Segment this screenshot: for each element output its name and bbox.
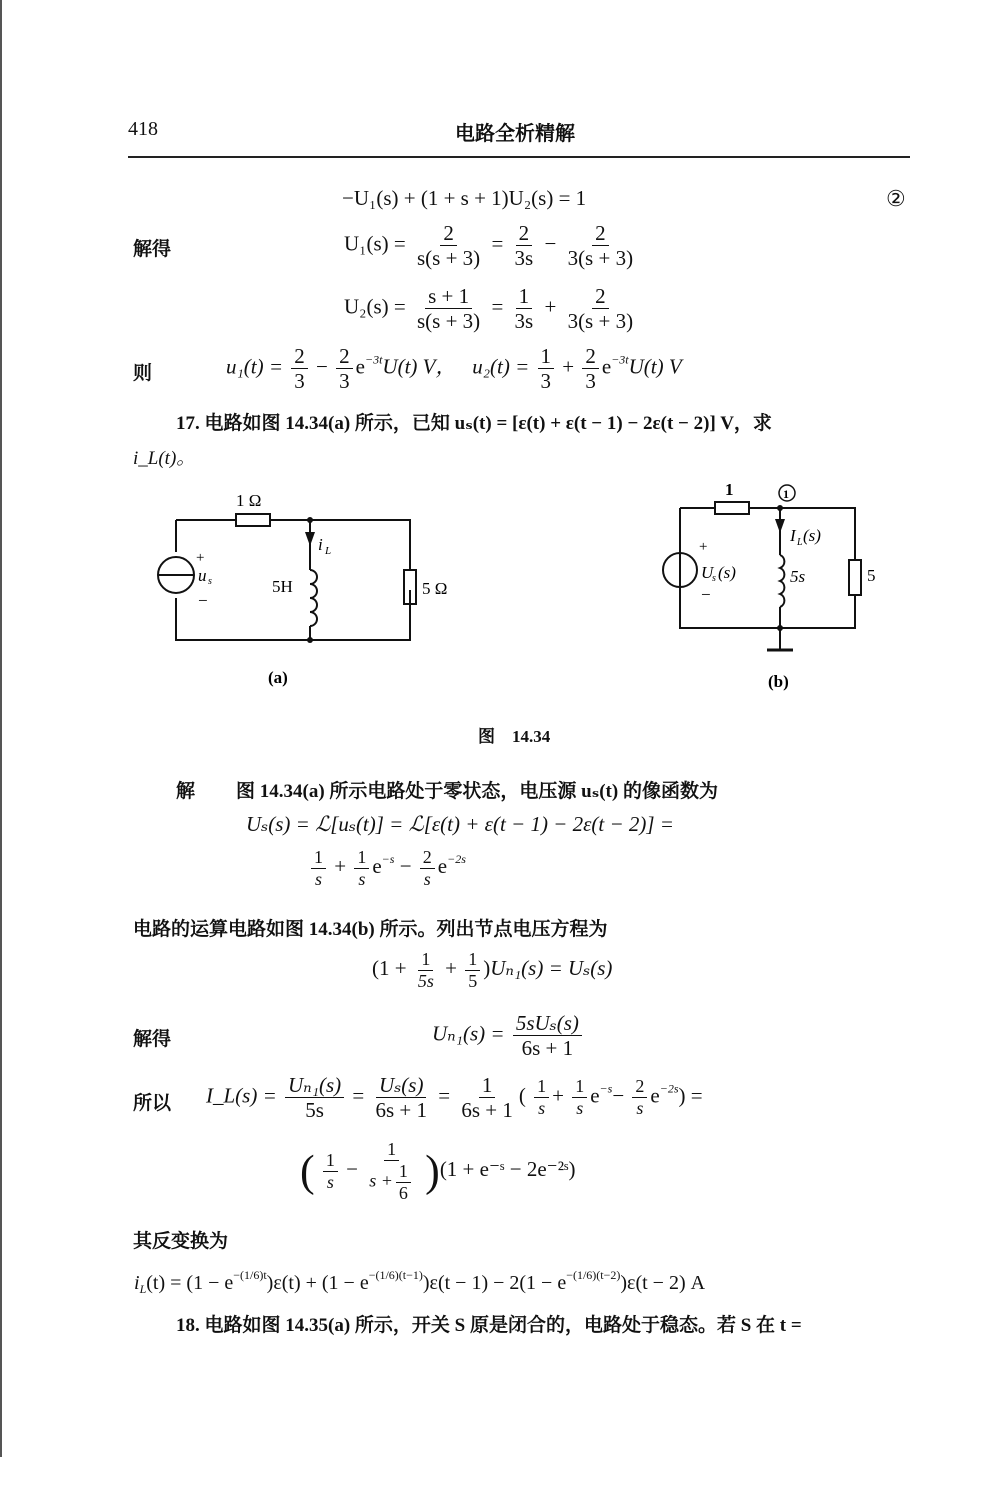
svg-text:+: + — [196, 550, 205, 566]
problem-17-text-cont: i_L(t)。 — [133, 448, 196, 469]
svg-text:L: L — [797, 537, 803, 548]
therefore-label: 所以 — [133, 1092, 172, 1114]
circuit-diagram-a — [150, 480, 450, 690]
equation-2: −U₁(s) + (1 + s + 1)U₂(s) = 1 — [342, 186, 587, 210]
svg-text:(s): (s) — [718, 563, 736, 582]
solution-label: 解 — [176, 780, 196, 802]
current-arrow-icon — [305, 532, 315, 546]
IL-partial-fractions: ( $\frac{1}{s}$ − 1 s + $\frac{1}{6}$ )(1 + e⁻ˢ − 2e⁻²ˢ) — [300, 1139, 576, 1203]
svg-text:−: − — [701, 585, 711, 604]
svg-text:1 Ω: 1 Ω — [236, 491, 262, 510]
problem-18-text: 18. 电路如图 14.35(a) 所示，开关 S 原是闭合的，电路处于稳态。若 S 在 t = — [176, 1315, 802, 1336]
svg-text:5s: 5s — [790, 567, 806, 586]
svg-text:(b): (b) — [768, 672, 789, 691]
svg-text:(a): (a) — [268, 668, 288, 687]
svg-text:1: 1 — [725, 480, 734, 499]
figure-caption: 图 14.34 — [478, 727, 551, 746]
svg-text:−: − — [198, 591, 208, 610]
svg-text:u: u — [198, 566, 207, 585]
header-rule — [128, 156, 910, 158]
Us-laplace: Uₛ(s) = ℒ[uₛ(t)] = ℒ[ε(t) + ε(t − 1) − 2ε(t − 2)] = — [246, 812, 674, 836]
svg-text:5: 5 — [867, 566, 876, 585]
equation-tag: ② — [886, 186, 906, 211]
svg-text:+: + — [699, 539, 708, 555]
svg-text:i: i — [318, 535, 323, 554]
scan-edge — [0, 0, 2, 1457]
svg-text:L: L — [325, 545, 332, 557]
solve-label-2: 解得 — [133, 1028, 172, 1050]
IL-equation: I_L(s) = $\frac{\text{Uₙ₁(s)}}{5s}$ = $\frac{\text{Uₛ(s)}}{6s + 1}$ = $\frac{1}{6s + 1}$ ( $\frac{1}{s}$ + $\frac{1}{s}$ $e^{-s}-$ $\frac{2}{s}$ $e^{-2s}$) = — [206, 1073, 703, 1123]
Un1-equation: Uₙ₁(s) = $\frac{\text{5sUₛ(s)}}{6s + 1}$ — [432, 1012, 585, 1059]
svg-text:s: s — [208, 576, 212, 587]
svg-text:5 Ω: 5 Ω — [422, 579, 448, 598]
Us-terms: $\frac{1}{s}$ + $\frac{1}{s}$ $e^{-s}$ − $\frac{2}{s}$ $e^{-2s}$ — [308, 848, 466, 889]
problem-17-text: 17. 电路如图 14.34(a) 所示，已知 uₛ(t) = [ε(t) + ε(t − 1) − 2ε(t − 2)] V，求 — [176, 413, 772, 434]
iL-time-domain: $i_L(t) = (1 - e^{-(1/6)t})\varepsilon(t) + (1 - e^{-(1/6)(t-1)})\varepsilon(t - 1) - 2(1 - e^{-(1/6)(t-2)})\varepsilon(t - 2)$ A — [134, 1268, 706, 1296]
node-voltage-equation: (1 + $\frac{1}{5s}$ + $\frac{1}{5}$ )Uₙ₁(s) = Uₛ(s) — [372, 949, 613, 991]
svg-text:s: s — [712, 573, 716, 584]
then-label: 则 — [133, 362, 153, 384]
U1-equation: U₁(s) = $\frac{2}{s(s + 3)}$ = $\frac{2}{3s}$ − $\frac{2}{3(s + 3)}$ — [344, 221, 634, 271]
inverse-label: 其反变换为 — [133, 1230, 229, 1252]
circuit-diagram-b — [645, 475, 895, 700]
current-arrow-icon — [775, 519, 785, 533]
op-circuit-text: 电路的运算电路如图 14.34(b) 所示。列出节点电压方程为 — [133, 919, 608, 940]
node-1-label: 1 — [783, 487, 789, 501]
svg-text:5H: 5H — [272, 577, 293, 596]
svg-text:I: I — [790, 526, 796, 545]
svg-text:U: U — [701, 563, 714, 582]
page-number: 418 — [128, 118, 158, 140]
time-domain-result: u₁(t) = $\frac{2}{3}$ − $\frac{2}{3}$ $e^{-3t}U(t)$ V， u₂(t) = $\frac{1}{3}$ + $\frac{2}{3}$ $e^{-3t}U(t)$ V — [226, 344, 682, 394]
solve-label: 解得 — [133, 238, 172, 260]
book-title: 电路全析精解 — [455, 121, 575, 145]
U2-equation: U₂(s) = $\frac{s + 1}{s(s + 3)}$ = $\frac{1}{3s}$ + $\frac{2}{3(s + 3)}$ — [344, 284, 634, 334]
solution-intro: 图 14.34(a) 所示电路处于零状态，电压源 uₛ(t) 的像函数为 — [236, 781, 718, 802]
svg-text:(s): (s) — [803, 526, 821, 545]
